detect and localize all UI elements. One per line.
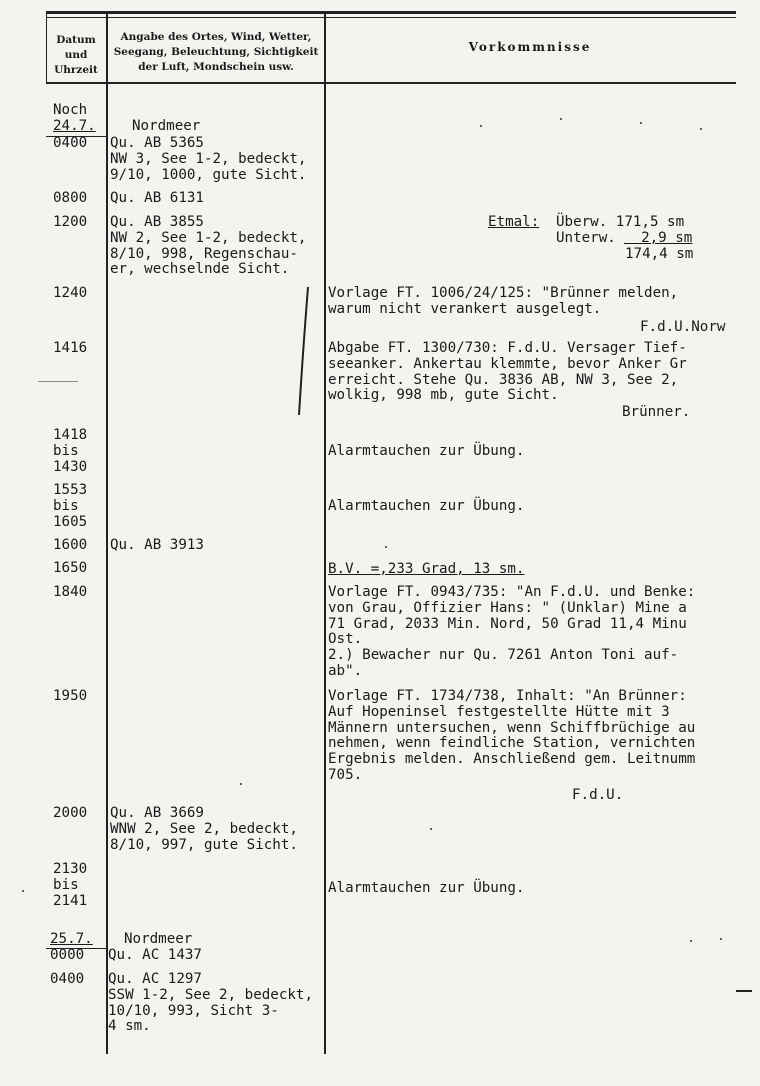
column-divider-1 <box>106 14 108 1054</box>
top-rule-thick <box>46 11 736 14</box>
header-location-weather: Angabe des Ortes, Wind, Wetter, Seegang, Beleuchtung, Sichtigkeit der Luft, Mondschein usw. <box>113 31 319 73</box>
time-1553: 1553 bis 1605 <box>53 482 88 530</box>
time-2000: 2000 <box>53 805 88 821</box>
sign-1416: Brünner. <box>622 404 691 420</box>
pos-0400-25: Qu. AC 1297 SSW 1-2, See 2, bedeckt, 10/10, 993, Sicht 3- 4 sm. <box>108 971 313 1035</box>
scan-speck <box>560 118 562 120</box>
event-2130: Alarmtauchen zur Übung. <box>328 880 525 896</box>
sign-1240: F.d.U.Norw <box>640 319 726 335</box>
scan-speck <box>430 828 432 830</box>
event-1553: Alarmtauchen zur Übung. <box>328 498 525 514</box>
pos-1600: Qu. AB 3913 <box>110 537 204 553</box>
event-1240: Vorlage FT. 1006/24/125: "Brünner melden, warum nicht verankert ausgelegt. <box>328 285 679 317</box>
time-1950: 1950 <box>53 688 88 704</box>
date-continued: Noch <box>53 102 88 118</box>
event-1950: Vorlage FT. 1734/738, Inhalt: "An Brünner: Auf Hopeninsel festgestellte Hütte mit 3 Männern untersuchen, wenn Schiffbrüchige au nehmen, wenn feindliche Station, vernichten Ergebnis melden. Anschließend gem. Leitnumm 705. <box>328 688 696 783</box>
etmal-line-1: Überw. 171,5 sm <box>556 214 685 230</box>
time-1840: 1840 <box>53 584 88 600</box>
etmal-line-2a: Unterw. <box>556 230 625 246</box>
pos-1200: Qu. AB 3855 NW 2, See 1-2, bedeckt, 8/10, 998, Regenschau- er, wechselnde Sicht. <box>110 214 307 278</box>
scan-speck <box>240 783 242 785</box>
pencil-stroke <box>296 285 312 419</box>
time-1240: 1240 <box>53 285 88 301</box>
sign-1950: F.d.U. <box>572 787 624 803</box>
etmal-total: 174,4 sm <box>625 246 694 262</box>
scan-speck <box>480 125 482 127</box>
header-bottom-rule <box>46 82 736 84</box>
time-1650: 1650 <box>53 560 88 576</box>
event-1840: Vorlage FT. 0943/735: "An F.d.U. und Benke: von Grau, Offizier Hans: " (Unklar) Mine a 71 Grad, 2033 Min. Nord, 50 Grad 11,4 Minu Ost. 2.) Bewacher nur Qu. 7261 Anton Toni auf- ab". <box>328 584 696 679</box>
header-date-time: Datum und Uhrzeit <box>54 34 98 76</box>
margin-mark-right <box>736 990 752 992</box>
scan-speck <box>640 122 642 124</box>
scan-speck <box>720 938 722 940</box>
pos-2000: Qu. AB 3669 WNW 2, See 2, bedeckt, 8/10, 997, gute Sicht. <box>110 805 298 853</box>
pos-0800: Qu. AB 6131 <box>110 190 204 206</box>
etmal-label: Etmal: <box>488 214 540 230</box>
time-2130: 2130 bis 2141 <box>53 861 88 909</box>
event-1650: B.V. =,233 Grad, 13 sm. <box>328 561 525 577</box>
time-1418: 1418 bis 1430 <box>53 427 88 475</box>
event-1416: Abgabe FT. 1300/730: F.d.U. Versager Tief- seeanker. Ankertau klemmte, bevor Anker Gr erreicht. Stehe Qu. 3836 AB, NW 3, See 2, wolkig, 998 mb, gute Sicht. <box>328 340 687 404</box>
time-0400-25: 0400 <box>50 971 85 987</box>
sea-area-1: Nordmeer <box>132 118 201 134</box>
time-1416: 1416 <box>53 340 88 356</box>
pos-0400: Qu. AB 5365 NW 3, See 1-2, bedeckt, 9/10, 1000, gute Sicht. <box>110 135 307 183</box>
margin-mark <box>38 381 78 382</box>
date-25-7: 25.7. <box>50 931 93 947</box>
time-0400: 0400 <box>53 135 88 151</box>
etmal-line-2b: 2,9 sm <box>624 230 693 246</box>
time-1600: 1600 <box>53 537 88 553</box>
scan-speck <box>385 546 387 548</box>
top-rule-thin <box>46 17 736 18</box>
pos-0000: Qu. AC 1437 <box>108 947 202 963</box>
date-24-7: 24.7. <box>53 118 96 134</box>
scan-speck <box>700 128 702 130</box>
event-1418: Alarmtauchen zur Übung. <box>328 443 525 459</box>
header-events: Vorkommnisse <box>468 40 592 54</box>
sea-area-2: Nordmeer <box>124 931 193 947</box>
time-1200: 1200 <box>53 214 88 230</box>
column-divider-2 <box>324 14 326 1054</box>
scan-speck <box>690 940 692 942</box>
scan-speck <box>22 890 24 892</box>
time-0800: 0800 <box>53 190 88 206</box>
time-0000: 0000 <box>50 947 85 963</box>
